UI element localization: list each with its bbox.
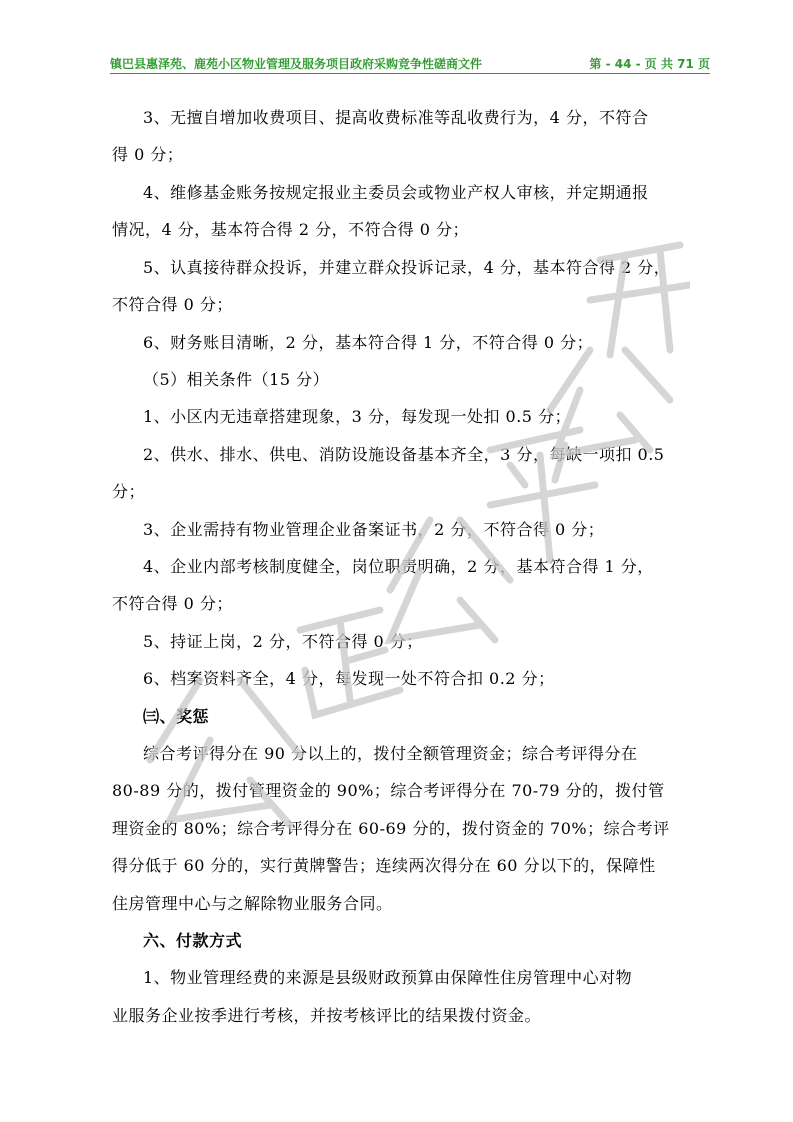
paragraph-line: 分；: [112, 482, 146, 501]
paragraph-line: 1、小区内无违章搭建现象，3 分，每发现一处扣 0.5 分；: [143, 407, 572, 426]
paragraph-line: 情况，4 分，基本符合得 2 分，不符合得 0 分；: [112, 220, 469, 239]
paragraph-line: 80-89 分的，拨付管理资金的 90%；综合考评得分在 70-79 分的，拨付管: [112, 781, 665, 800]
paragraph-line: 住房管理中心与之解除物业服务合同。: [112, 894, 393, 913]
paragraph-line: 4、企业内部考核制度健全，岗位职责明确，2 分，基本符合得 1 分，: [143, 557, 654, 576]
section-heading: ㈢、奖惩: [143, 707, 210, 726]
paragraph-line: 业服务企业按季进行考核，并按考核评比的结果拨付资金。: [112, 1006, 542, 1025]
paragraph-line: 综合考评得分在 90 分以上的，拨付全额管理资金；综合考评得分在: [143, 744, 638, 763]
paragraph-line: 2、供水、排水、供电、消防设施设备基本齐全，3 分，每缺一项扣 0.5: [143, 445, 665, 464]
paragraph-line: 6、档案资料齐全，4 分，每发现一处不符合扣 0.2 分；: [143, 669, 555, 688]
section-heading: （5）相关条件（15 分）: [143, 370, 330, 389]
header-page-number: 第 - 44 - 页 共 71 页: [589, 57, 710, 71]
paragraph-line: 不符合得 0 分；: [112, 295, 233, 314]
paragraph-line: 5、持证上岗，2 分，不符合得 0 分；: [143, 632, 423, 651]
paragraph-line: 5、认真接待群众投诉，并建立群众投诉记录，4 分，基本符合得 2 分，: [143, 258, 671, 277]
paragraph-line: 得分低于 60 分的，实行黄牌警告；连续两次得分在 60 分以下的，保障性: [112, 856, 656, 875]
paragraph-line: 6、财务账目清晰，2 分，基本符合得 1 分，不符合得 0 分；: [143, 333, 594, 352]
paragraph-line: 理资金的 80%；综合考评得分在 60-69 分的，拨付资金的 70%；综合考评: [112, 819, 670, 838]
paragraph-line: 3、企业需持有物业管理企业备案证书，2 分，不符合得 0 分；: [143, 520, 605, 539]
paragraph-line: 4、维修基金账务按规定报业主委员会或物业产权人审核，并定期通报: [143, 183, 649, 202]
header-title: 镇巴县惠泽苑、鹿苑小区物业管理及服务项目政府采购竞争性磋商文件: [110, 57, 483, 71]
page-header: [110, 55, 710, 75]
header-rule: [110, 73, 710, 74]
paragraph-line: 3、无擅自增加收费项目、提高收费标准等乱收费行为，4 分，不符合: [143, 108, 649, 127]
paragraph-line: 得 0 分；: [112, 145, 184, 164]
paragraph-line: 1、物业管理经费的来源是县级财政预算由保障性住房管理中心对物: [143, 968, 633, 987]
section-heading: 六、付款方式: [143, 931, 243, 950]
paragraph-line: 不符合得 0 分；: [112, 594, 233, 613]
